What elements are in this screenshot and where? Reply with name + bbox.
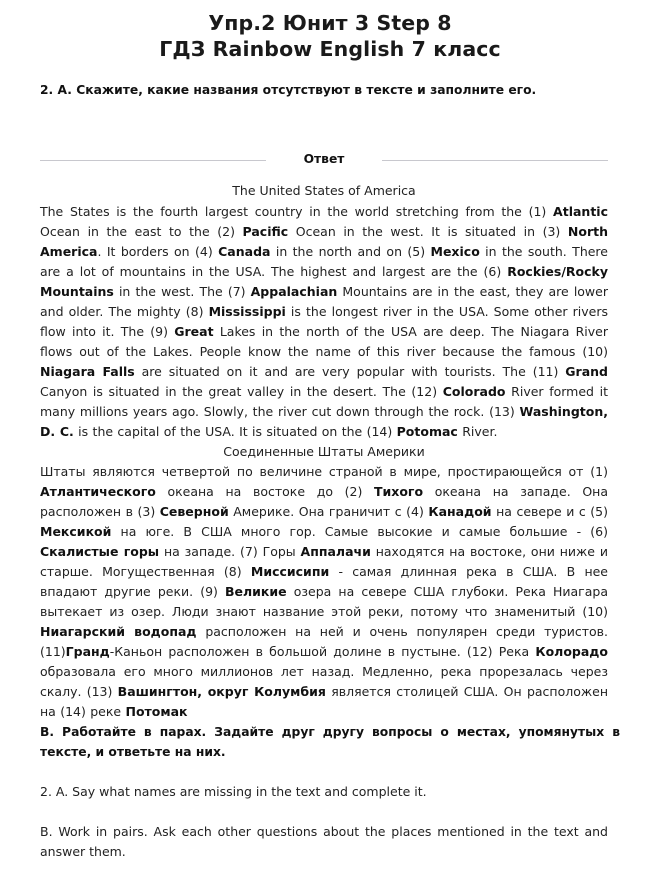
- text-segment: are situated on it and are very popular with tourists. The (11): [134, 364, 566, 379]
- text-segment: River formed it many millions years ago. Slowly, the river cut down through the rock. (13): [40, 384, 609, 419]
- answer-term: Великие: [225, 584, 287, 599]
- text-segment: River.: [457, 424, 498, 439]
- answer-term: Ниагарский водопад: [40, 624, 197, 639]
- answer-term: Аппалачи: [300, 544, 371, 559]
- answer-term: Атлантического: [40, 484, 156, 499]
- answer-term: Atlantic: [553, 204, 608, 219]
- text-segment: на юге. В США много гор. Самые высокие и самые большие - (6): [111, 524, 608, 539]
- text-segment: океана на западе. Она расположен в (3): [40, 484, 608, 519]
- task-b-instruction-ru: B. Работайте в парах. Задайте друг другу вопросы о местах, упомянутых в тексте, и ответьте на них.: [40, 725, 620, 759]
- answer-term: Washington, D. C.: [40, 404, 608, 439]
- page-subtitle: ГДЗ Rainbow English 7 класс: [159, 37, 501, 61]
- text-segment: Штаты являются четвертой по величине страной в мире, простирающейся от (1): [40, 464, 608, 479]
- divider-line-left: [40, 160, 266, 161]
- answer-label: Ответ: [303, 152, 345, 166]
- text-segment: - самая длинная река в США. В нее впадают другие реки. (9): [40, 564, 608, 599]
- text-segment: озера на севере США глубоки. Река Ниагара вытекает из озер. Люди знают название этой реки, потому что знаменитый (10): [40, 584, 608, 619]
- answer-term: Mexico: [430, 244, 480, 259]
- answer-term: Canada: [218, 244, 271, 259]
- text-segment: Mountains are in the east, they are lower and older. The mighty (8): [40, 284, 608, 319]
- text-segment: находятся на востоке, они ниже и старше. Могущественная (8): [40, 544, 608, 579]
- answer-term: Северной: [159, 504, 229, 519]
- text-segment: расположен на ней и очень популярен среди туристов. (11): [40, 624, 608, 659]
- text-segment: Lakes in the north of the USA are deep. The Niagara River flows out of the Lakes. People know the name of this river because the famous (10): [40, 324, 609, 359]
- answer-term: Colorado: [442, 384, 506, 399]
- answer-term: Мексикой: [40, 524, 112, 539]
- text-segment: является столицей США. Он расположен на (14) реке: [40, 684, 609, 719]
- answer-term: North America: [40, 224, 608, 259]
- answer-term: Mississippi: [208, 304, 286, 319]
- russian-text-heading: Соединенные Штаты Америки: [223, 444, 425, 459]
- text-segment: . It borders on (4): [97, 244, 219, 259]
- text-segment: The States is the fourth largest country in the world stretching from the (1): [40, 204, 554, 219]
- text-segment: Ocean in the west. It is situated in (3): [288, 224, 568, 239]
- answer-term: Канадой: [428, 504, 492, 519]
- text-segment: is the longest river in the USA. Some other rivers flow into it. The (9): [40, 304, 608, 339]
- answer-term: Гранд: [65, 644, 110, 659]
- text-segment: Ocean in the east to the (2): [40, 224, 243, 239]
- text-segment: на западе. (7) Горы: [159, 544, 301, 559]
- text-segment: Canyon is situated in the great valley in the desert. The (12): [40, 384, 443, 399]
- answer-term: Тихого: [374, 484, 424, 499]
- task-a-instruction-ru: 2. A. Скажите, какие названия отсутствуют в тексте и заполните его.: [40, 83, 537, 97]
- answer-term: Вашингтон, округ Колумбия: [117, 684, 326, 699]
- text-segment: Америке. Она граничит с (4): [228, 504, 429, 519]
- answer-term: Потомак: [125, 704, 188, 719]
- task-a-instruction-en: 2. A. Say what names are missing in the text and complete it.: [40, 784, 427, 799]
- text-segment: in the north and on (5): [270, 244, 431, 259]
- text-segment: образовала его много миллионов лет назад. Медленно, река прорезалась через скалу. (13): [40, 664, 608, 699]
- text-segment: in the south. There are a lot of mountains in the USA. The highest and largest are the (6): [40, 244, 608, 279]
- text-segment: is the capital of the USA. It is situated on the (14): [73, 424, 397, 439]
- answer-term: Appalachian: [250, 284, 338, 299]
- text-segment: на севере и с (5): [491, 504, 608, 519]
- answer-term: Rockies/Rocky Mountains: [40, 264, 608, 299]
- text-segment: in the west. The (7): [113, 284, 251, 299]
- task-b-instruction-en: B. Work in pairs. Ask each other questions about the places mentioned in the text and answer them.: [40, 824, 608, 859]
- russian-text-body: [40, 462, 608, 722]
- answer-term: Great: [174, 324, 214, 339]
- english-text-body: [40, 202, 608, 442]
- divider-line-right: [382, 160, 608, 161]
- answer-term: Potomac: [396, 424, 458, 439]
- answer-term: Скалистые горы: [40, 544, 160, 559]
- answer-term: Niagara Falls: [40, 364, 135, 379]
- answer-term: Колорадо: [535, 644, 608, 659]
- page-title: Упр.2 Юнит 3 Step 8: [208, 11, 452, 35]
- answer-divider: [40, 150, 608, 172]
- english-text-heading: The United States of America: [232, 183, 416, 198]
- text-segment: -Каньон расположен в большой долине в пустыне. (12) Река: [109, 644, 536, 659]
- answer-term: Grand: [565, 364, 608, 379]
- answer-term: Pacific: [242, 224, 289, 239]
- text-segment: океана на востоке до (2): [155, 484, 374, 499]
- answer-term: Миссисипи: [250, 564, 330, 579]
